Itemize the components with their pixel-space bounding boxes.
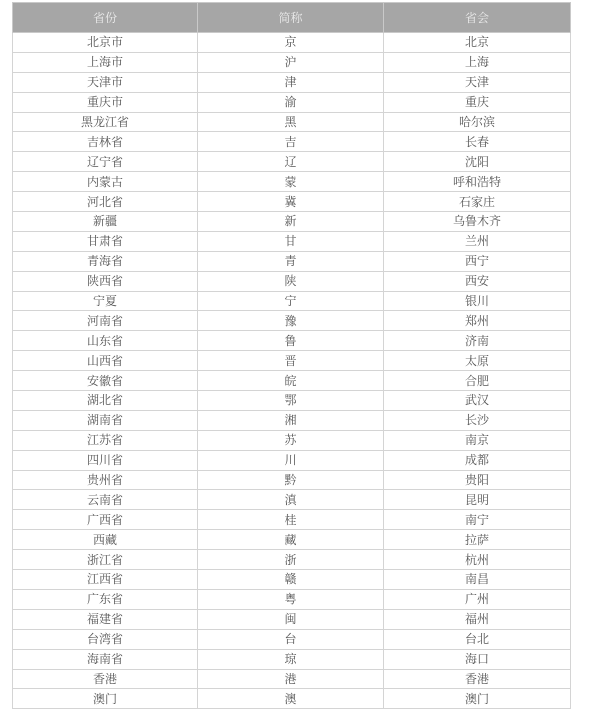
- cell-abbreviation: 新: [198, 212, 384, 232]
- table-row: [13, 92, 571, 112]
- cell-province: 台湾省: [13, 629, 198, 649]
- cell-capital: 澳门: [384, 689, 571, 709]
- cell-abbreviation: 琼: [198, 649, 384, 669]
- cell-abbreviation: 川: [198, 450, 384, 470]
- header-province: 省份: [13, 3, 198, 33]
- table-row: [13, 311, 571, 331]
- table-row: [13, 470, 571, 490]
- cell-capital: 南京: [384, 430, 571, 450]
- cell-capital: 台北: [384, 629, 571, 649]
- cell-province: 甘肃省: [13, 231, 198, 251]
- cell-capital: 昆明: [384, 490, 571, 510]
- table-row: [13, 391, 571, 411]
- cell-abbreviation: 辽: [198, 152, 384, 172]
- cell-capital: 上海: [384, 52, 571, 72]
- cell-abbreviation: 湘: [198, 410, 384, 430]
- header-capital: 省会: [384, 3, 571, 33]
- cell-province: 香港: [13, 669, 198, 689]
- cell-abbreviation: 冀: [198, 192, 384, 212]
- cell-province: 云南省: [13, 490, 198, 510]
- table-row: [13, 570, 571, 590]
- cell-province: 宁夏: [13, 291, 198, 311]
- cell-abbreviation: 苏: [198, 430, 384, 450]
- cell-province: 北京市: [13, 33, 198, 53]
- table-row: [13, 371, 571, 391]
- cell-province: 新疆: [13, 212, 198, 232]
- cell-abbreviation: 陕: [198, 271, 384, 291]
- cell-province: 湖南省: [13, 410, 198, 430]
- table-row: [13, 192, 571, 212]
- cell-abbreviation: 滇: [198, 490, 384, 510]
- cell-province: 陕西省: [13, 271, 198, 291]
- cell-capital: 郑州: [384, 311, 571, 331]
- cell-capital: 西安: [384, 271, 571, 291]
- cell-capital: 济南: [384, 331, 571, 351]
- table-row: [13, 530, 571, 550]
- table-row: [13, 152, 571, 172]
- cell-abbreviation: 藏: [198, 530, 384, 550]
- cell-capital: 广州: [384, 589, 571, 609]
- table-row: [13, 550, 571, 570]
- cell-capital: 太原: [384, 351, 571, 371]
- cell-capital: 石家庄: [384, 192, 571, 212]
- cell-capital: 香港: [384, 669, 571, 689]
- cell-province: 海南省: [13, 649, 198, 669]
- table-row: [13, 629, 571, 649]
- cell-capital: 天津: [384, 72, 571, 92]
- cell-abbreviation: 津: [198, 72, 384, 92]
- cell-abbreviation: 粤: [198, 589, 384, 609]
- table-row: [13, 410, 571, 430]
- cell-abbreviation: 闽: [198, 609, 384, 629]
- table-row: [13, 33, 571, 53]
- cell-capital: 合肥: [384, 371, 571, 391]
- table-row: [13, 132, 571, 152]
- table-row: [13, 251, 571, 271]
- cell-province: 西藏: [13, 530, 198, 550]
- table-row: [13, 231, 571, 251]
- cell-province: 广西省: [13, 510, 198, 530]
- cell-abbreviation: 晋: [198, 351, 384, 371]
- cell-abbreviation: 港: [198, 669, 384, 689]
- cell-province: 河南省: [13, 311, 198, 331]
- cell-capital: 北京: [384, 33, 571, 53]
- cell-province: 安徽省: [13, 371, 198, 391]
- table-row: [13, 212, 571, 232]
- cell-capital: 沈阳: [384, 152, 571, 172]
- cell-abbreviation: 台: [198, 629, 384, 649]
- header-abbreviation: 简称: [198, 3, 384, 33]
- cell-abbreviation: 浙: [198, 550, 384, 570]
- cell-capital: 贵阳: [384, 470, 571, 490]
- table-header-row: [13, 3, 571, 33]
- cell-capital: 海口: [384, 649, 571, 669]
- table-row: [13, 172, 571, 192]
- cell-capital: 兰州: [384, 231, 571, 251]
- cell-capital: 成都: [384, 450, 571, 470]
- cell-abbreviation: 蒙: [198, 172, 384, 192]
- cell-province: 广东省: [13, 589, 198, 609]
- cell-province: 天津市: [13, 72, 198, 92]
- table-row: [13, 112, 571, 132]
- table-row: [13, 669, 571, 689]
- cell-province: 河北省: [13, 192, 198, 212]
- cell-capital: 西宁: [384, 251, 571, 271]
- cell-province: 内蒙古: [13, 172, 198, 192]
- cell-capital: 福州: [384, 609, 571, 629]
- cell-province: 辽宁省: [13, 152, 198, 172]
- cell-abbreviation: 皖: [198, 371, 384, 391]
- cell-abbreviation: 豫: [198, 311, 384, 331]
- cell-province: 澳门: [13, 689, 198, 709]
- cell-province: 青海省: [13, 251, 198, 271]
- cell-capital: 南昌: [384, 570, 571, 590]
- cell-abbreviation: 京: [198, 33, 384, 53]
- cell-abbreviation: 黑: [198, 112, 384, 132]
- cell-province: 福建省: [13, 609, 198, 629]
- cell-capital: 乌鲁木齐: [384, 212, 571, 232]
- cell-abbreviation: 宁: [198, 291, 384, 311]
- cell-province: 贵州省: [13, 470, 198, 490]
- cell-province: 江西省: [13, 570, 198, 590]
- table-row: [13, 52, 571, 72]
- cell-abbreviation: 澳: [198, 689, 384, 709]
- cell-province: 四川省: [13, 450, 198, 470]
- cell-capital: 拉萨: [384, 530, 571, 550]
- cell-abbreviation: 鄂: [198, 391, 384, 411]
- cell-province: 山西省: [13, 351, 198, 371]
- table-row: [13, 450, 571, 470]
- table-row: [13, 430, 571, 450]
- cell-abbreviation: 鲁: [198, 331, 384, 351]
- table-row: [13, 510, 571, 530]
- table-row: [13, 649, 571, 669]
- cell-abbreviation: 青: [198, 251, 384, 271]
- cell-capital: 重庆: [384, 92, 571, 112]
- cell-province: 上海市: [13, 52, 198, 72]
- cell-province: 浙江省: [13, 550, 198, 570]
- cell-capital: 长沙: [384, 410, 571, 430]
- cell-province: 吉林省: [13, 132, 198, 152]
- cell-province: 黑龙江省: [13, 112, 198, 132]
- table-row: [13, 331, 571, 351]
- cell-abbreviation: 吉: [198, 132, 384, 152]
- table-row: [13, 271, 571, 291]
- cell-abbreviation: 甘: [198, 231, 384, 251]
- table-row: [13, 689, 571, 709]
- cell-province: 江苏省: [13, 430, 198, 450]
- cell-abbreviation: 赣: [198, 570, 384, 590]
- table-row: [13, 72, 571, 92]
- cell-capital: 呼和浩特: [384, 172, 571, 192]
- province-table: [12, 2, 571, 709]
- table-row: [13, 490, 571, 510]
- cell-capital: 武汉: [384, 391, 571, 411]
- table-row: [13, 351, 571, 371]
- cell-capital: 长春: [384, 132, 571, 152]
- cell-abbreviation: 沪: [198, 52, 384, 72]
- table-row: [13, 609, 571, 629]
- table-body: [13, 33, 571, 709]
- cell-capital: 南宁: [384, 510, 571, 530]
- cell-capital: 哈尔滨: [384, 112, 571, 132]
- cell-province: 重庆市: [13, 92, 198, 112]
- table-row: [13, 589, 571, 609]
- cell-abbreviation: 桂: [198, 510, 384, 530]
- cell-province: 湖北省: [13, 391, 198, 411]
- table-row: [13, 291, 571, 311]
- cell-abbreviation: 渝: [198, 92, 384, 112]
- cell-capital: 杭州: [384, 550, 571, 570]
- cell-province: 山东省: [13, 331, 198, 351]
- cell-capital: 银川: [384, 291, 571, 311]
- cell-abbreviation: 黔: [198, 470, 384, 490]
